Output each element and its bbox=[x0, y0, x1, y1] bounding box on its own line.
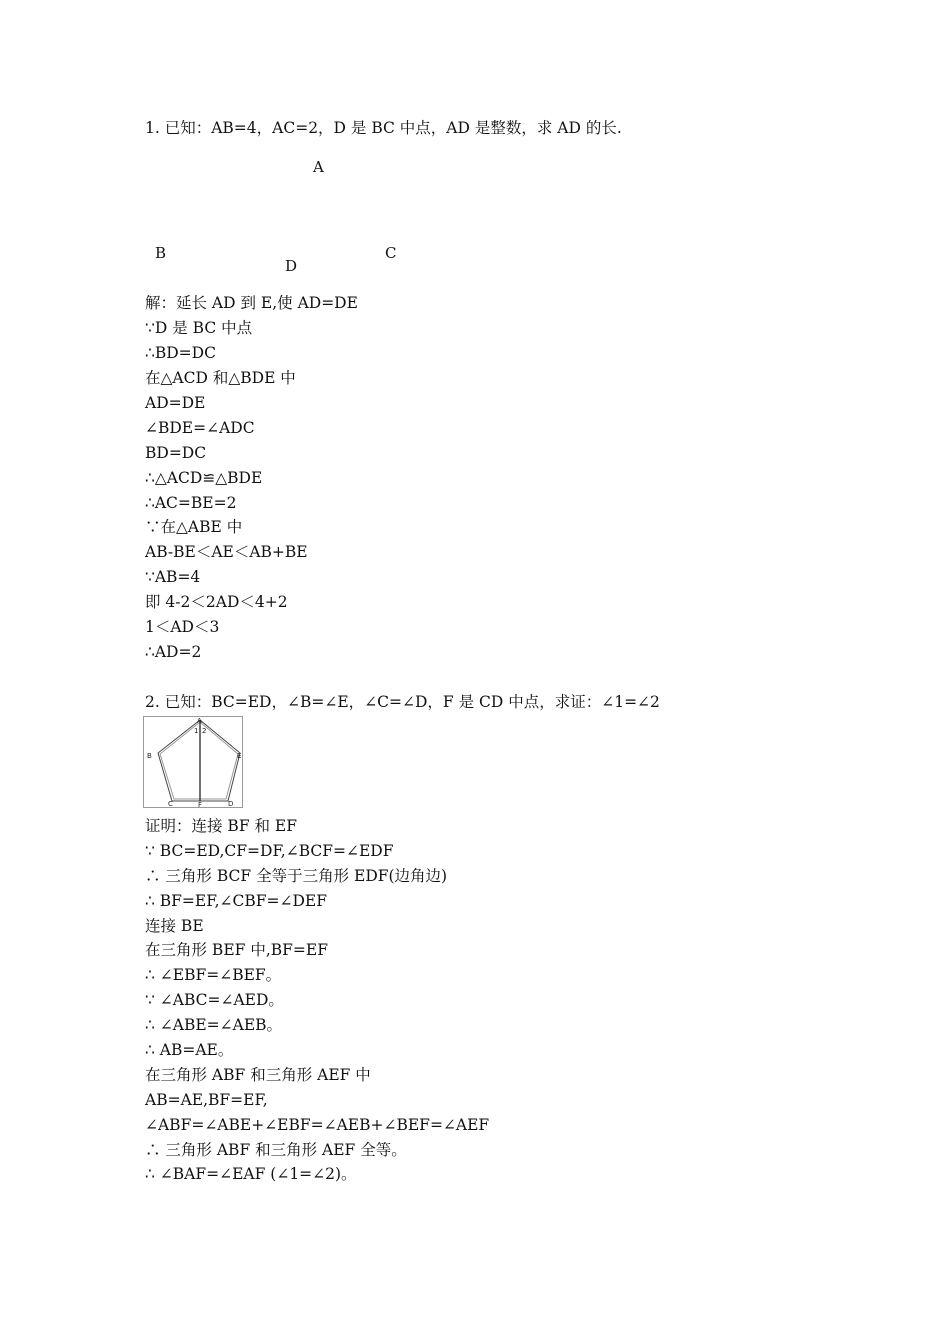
pentagon-figure bbox=[143, 716, 243, 808]
solution-line: 即 4-2＜2AD＜4+2 bbox=[145, 593, 288, 611]
solution-line: AB-BE＜AE＜AB+BE bbox=[145, 543, 308, 561]
solution-line: ∵在△ABE 中 bbox=[145, 518, 243, 536]
proof-line: AB=AE,BF=EF, bbox=[145, 1091, 268, 1109]
solution-line: 在△ACD 和△BDE 中 bbox=[145, 369, 296, 387]
proof-line: ∠ABF=∠ABE+∠EBF=∠AEB+∠BEF=∠AEF bbox=[145, 1116, 490, 1134]
solution-line: ∵D 是 BC 中点 bbox=[145, 319, 253, 337]
figure-2-label-a: A bbox=[197, 717, 202, 725]
proof-line: 在三角形 BEF 中,BF=EF bbox=[145, 941, 328, 959]
proof-line: ∵ BC=ED,CF=DF,∠BCF=∠EDF bbox=[145, 842, 394, 860]
solution-line: ∠BDE=∠ADC bbox=[145, 419, 255, 437]
solution-line: ∴△ACD≌△BDE bbox=[145, 469, 263, 487]
figure-2-label-b: B bbox=[147, 752, 152, 760]
figure-2-label-f: F bbox=[198, 801, 203, 807]
solution-line: ∵AB=4 bbox=[145, 568, 201, 586]
solution-line: AD=DE bbox=[145, 394, 206, 412]
figure-2-label-1: 1 bbox=[194, 727, 199, 735]
solution-line: ∴BD=DC bbox=[145, 344, 216, 362]
figure-2-label-d: D bbox=[228, 800, 234, 807]
proof-line: ∵ ∠ABC=∠AED。 bbox=[145, 991, 284, 1009]
proof-line: ∴ AB=AE。 bbox=[145, 1041, 234, 1059]
pentagon-diagram bbox=[144, 717, 242, 807]
proof-line: ∴ ∠ABE=∠AEB。 bbox=[145, 1016, 283, 1034]
problem-2-statement: 2. 已知：BC=ED，∠B=∠E，∠C=∠D，F 是 CD 中点，求证：∠1=∠2 bbox=[145, 693, 660, 711]
proof-line: 证明：连接 BF 和 EF bbox=[145, 817, 297, 835]
solution-line: ∴AD=2 bbox=[145, 643, 202, 661]
figure-1-label-c: C bbox=[385, 244, 397, 262]
solution-line: 1＜AD＜3 bbox=[145, 618, 220, 636]
proof-line: 连接 BE bbox=[145, 917, 204, 935]
proof-line: ∴ 三角形 ABF 和三角形 AEF 全等。 bbox=[145, 1141, 407, 1159]
figure-1-label-d: D bbox=[285, 257, 298, 275]
solution-line: ∴AC=BE=2 bbox=[145, 494, 237, 512]
proof-line: ∴ 三角形 BCF 全等于三角形 EDF(边角边) bbox=[145, 867, 448, 885]
solution-line: 解：延长 AD 到 E,使 AD=DE bbox=[145, 294, 358, 312]
figure-1-label-a: A bbox=[313, 158, 324, 176]
proof-line: ∴ ∠BAF=∠EAF (∠1=∠2)。 bbox=[145, 1165, 357, 1183]
figure-2-label-2: 2 bbox=[202, 727, 207, 735]
figure-2-label-c: C bbox=[168, 800, 173, 807]
problem-1-statement: 1. 已知：AB=4，AC=2，D 是 BC 中点，AD 是整数，求 AD 的长. bbox=[145, 119, 622, 137]
proof-line: ∴ BF=EF,∠CBF=∠DEF bbox=[145, 892, 327, 910]
proof-line: 在三角形 ABF 和三角形 AEF 中 bbox=[145, 1066, 371, 1084]
figure-1-label-b: B bbox=[155, 244, 167, 262]
figure-2-label-e: E bbox=[237, 752, 242, 760]
solution-line: BD=DC bbox=[145, 444, 207, 462]
proof-line: ∴ ∠EBF=∠BEF。 bbox=[145, 966, 282, 984]
